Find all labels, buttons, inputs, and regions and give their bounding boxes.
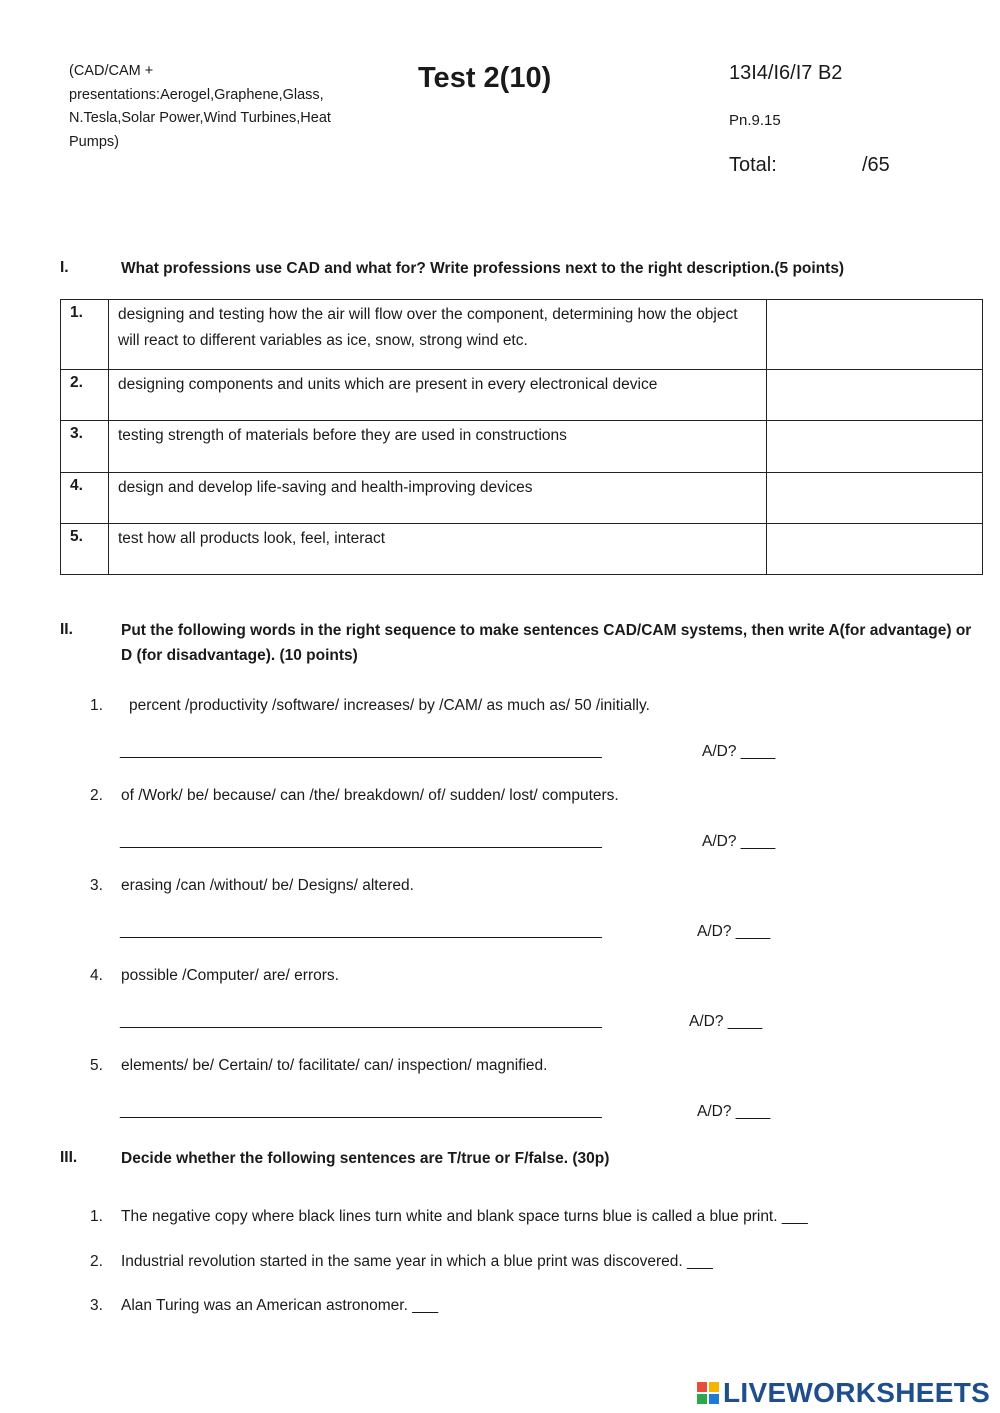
item-number: 1. (90, 697, 103, 714)
answer-line[interactable]: ____________________________________________________________ (120, 922, 602, 939)
item-number: 3. (90, 1297, 103, 1314)
true-false-statement[interactable]: The negative copy where black lines turn white and blank space turns blue is called a blue print. ___ (121, 1208, 808, 1225)
true-false-statement[interactable]: Industrial revolution started in the same year in which a blue print was discovered. ___ (121, 1253, 713, 1270)
logo-block (709, 1382, 719, 1392)
row-number: 2. (61, 370, 109, 421)
profession-answer-cell[interactable] (767, 524, 983, 575)
row-description: designing and testing how the air will flow over the component, determining how the object will react to different variables as ice, snow, strong wind etc. (109, 300, 767, 370)
scrambled-sentence: erasing /can /without/ be/ Designs/ altered. (121, 877, 414, 894)
section1-instruction: What professions use CAD and what for? Write professions next to the right description.(5 points) (121, 260, 845, 277)
scrambled-sentence: percent /productivity /software/ increases/ by /CAM/ as much as/ 50 /initially. (129, 697, 650, 714)
item-number: 3. (90, 877, 103, 894)
true-false-statement[interactable]: Alan Turing was an American astronomer. ___ (121, 1297, 439, 1314)
liveworksheets-logo[interactable] (697, 1375, 990, 1411)
answer-line[interactable]: ____________________________________________________________ (120, 832, 602, 849)
row-number: 3. (61, 421, 109, 473)
row-number: 5. (61, 524, 109, 575)
professions-table (60, 299, 983, 575)
answer-line[interactable]: ____________________________________________________________ (120, 1012, 602, 1029)
item-number: 1. (90, 1208, 103, 1225)
row-number: 4. (61, 473, 109, 524)
section3-instruction: Decide whether the following sentences are T/true or F/false. (30p) (121, 1150, 610, 1167)
answer-line[interactable]: ____________________________________________________________ (120, 742, 602, 759)
table-row (61, 370, 983, 421)
total-score (729, 154, 899, 177)
section2-number: II. (60, 621, 73, 638)
scrambled-sentence: elements/ be/ Certain/ to/ facilitate/ can/ inspection/ magnified. (121, 1057, 548, 1074)
item-number: 4. (90, 967, 103, 984)
row-number: 1. (61, 300, 109, 370)
logo-block (697, 1394, 707, 1404)
total-label: Total: (729, 154, 777, 176)
row-description: testing strength of materials before they are used in constructions (109, 421, 767, 473)
ad-answer[interactable]: A/D? ____ (697, 923, 771, 940)
profession-answer-cell[interactable] (767, 473, 983, 524)
answer-line[interactable]: ____________________________________________________________ (120, 1102, 602, 1119)
scrambled-sentence: possible /Computer/ are/ errors. (121, 967, 339, 984)
logo-text: LIVEWORKSHEETS (723, 1377, 991, 1408)
item-number: 5. (90, 1057, 103, 1074)
logo-block (709, 1394, 719, 1404)
row-description: test how all products look, feel, interact (109, 524, 767, 575)
logo-block (697, 1382, 707, 1392)
row-description: designing components and units which are present in every electronical device (109, 370, 767, 421)
profession-answer-cell[interactable] (767, 421, 983, 473)
section1-number: I. (60, 259, 69, 276)
row-description: design and develop life-saving and health-improving devices (109, 473, 767, 524)
logo-blocks-icon (697, 1382, 719, 1404)
item-number: 2. (90, 1253, 103, 1270)
table-row (61, 300, 983, 370)
scrambled-sentence: of /Work/ be/ because/ can /the/ breakdown/ of/ sudden/ lost/ computers. (121, 787, 619, 804)
class-code: 13I4/I6/I7 B2 (729, 62, 843, 84)
topics-note: (CAD/CAM + presentations:Aerogel,Graphene,Glass, N.Tesla,Solar Power,Wind Turbines,Heat Pumps) (69, 63, 331, 150)
section3-number: III. (60, 1149, 78, 1166)
ad-answer[interactable]: A/D? ____ (702, 743, 776, 760)
page-title: Test 2(10) (418, 62, 552, 94)
ad-answer[interactable]: A/D? ____ (697, 1103, 771, 1120)
ad-answer[interactable]: A/D? ____ (702, 833, 776, 850)
table-row (61, 473, 983, 524)
total-max: /65 (862, 154, 890, 176)
test-date: Pn.9.15 (729, 112, 781, 129)
table-row (61, 524, 983, 575)
ad-answer[interactable]: A/D? ____ (689, 1013, 763, 1030)
item-number: 2. (90, 787, 103, 804)
table-row (61, 421, 983, 473)
section2-instruction: Put the following words in the right sequence to make sentences CAD/CAM systems, then write A(for advantage) or D (for disadvantage). (10 points) (121, 622, 972, 664)
profession-answer-cell[interactable] (767, 370, 983, 421)
profession-answer-cell[interactable] (767, 300, 983, 370)
